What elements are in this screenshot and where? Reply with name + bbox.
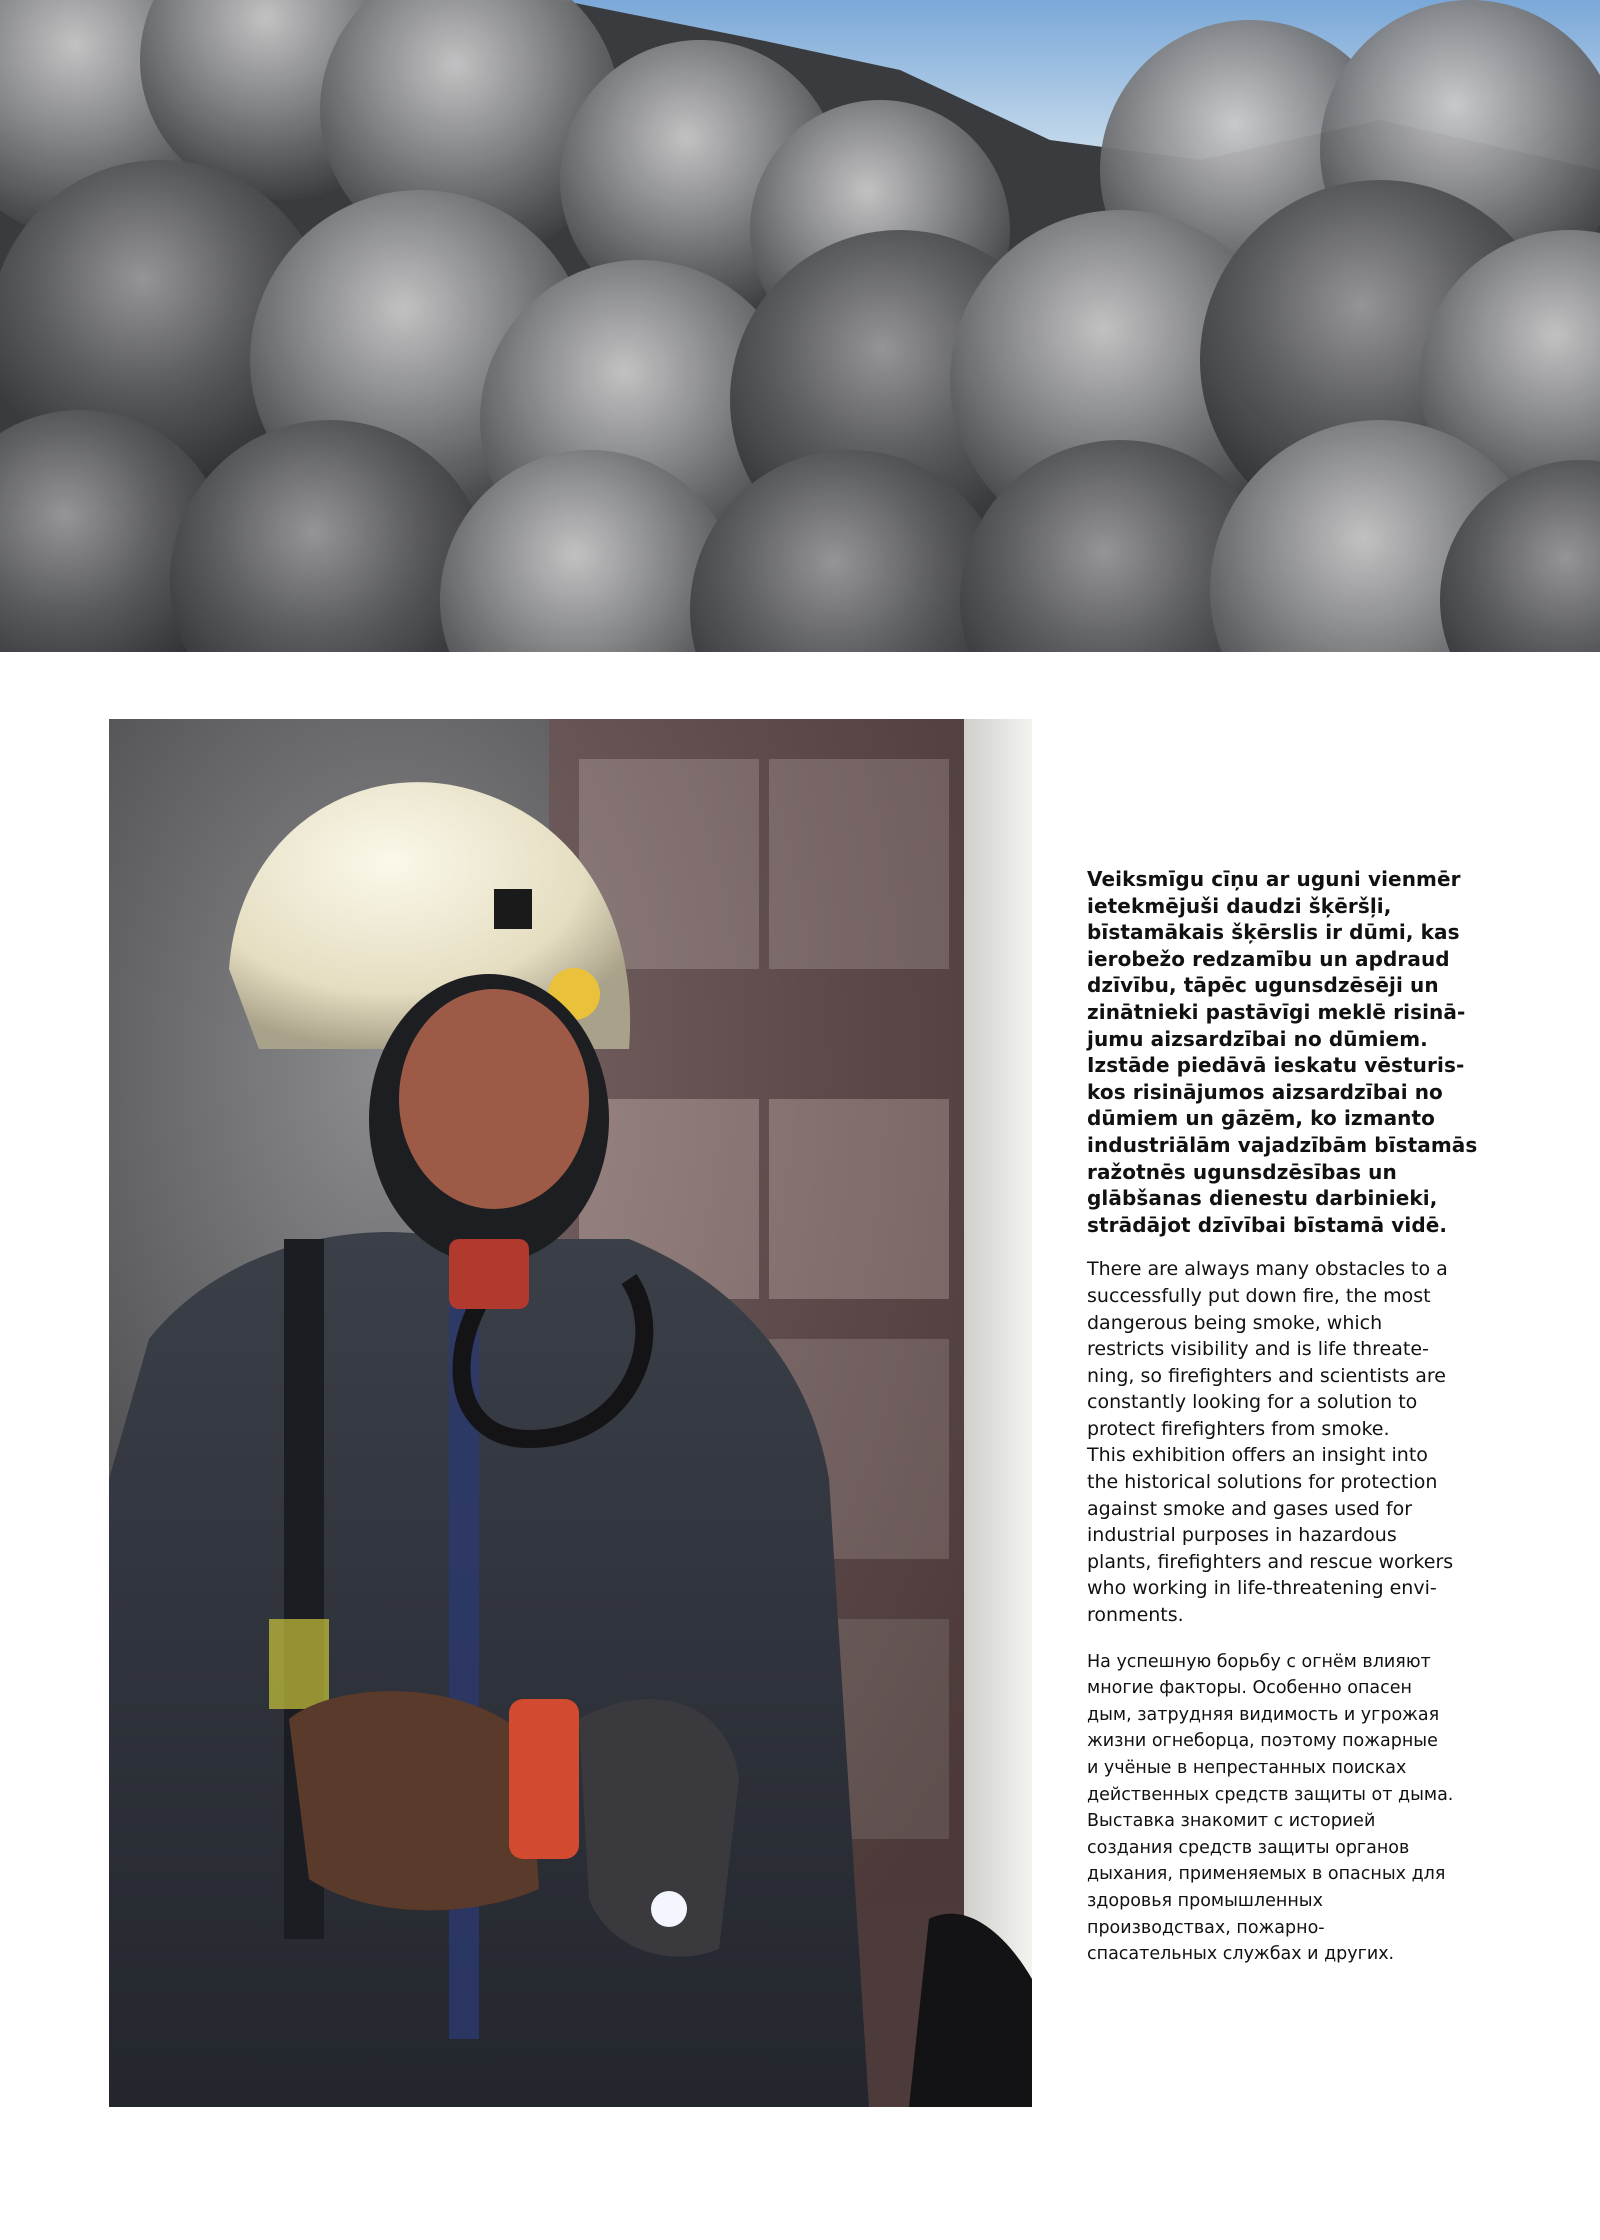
en-line: industrial purposes in hazardous: [1087, 1524, 1397, 1547]
lv-line: industriālām vajadzībām bīstamās: [1087, 1132, 1478, 1157]
russian-paragraph: [1087, 1649, 1487, 1968]
smoke-clouds-photo: [0, 0, 1600, 652]
lv-line: Veiksmīgu cīņu ar uguni vienmēr: [1087, 867, 1461, 891]
ru-line: спасательных службах и других.: [1087, 1944, 1395, 1965]
en-line: There are always many obstacles to a: [1087, 1258, 1448, 1281]
lv-line: ražotnēs ugunsdzēsības un: [1087, 1159, 1397, 1184]
lv-line: glābšanas dienestu darbinieki,: [1087, 1186, 1438, 1211]
en-line: successfully put down fire, the most: [1087, 1284, 1431, 1307]
en-line: against smoke and gases used for: [1087, 1497, 1413, 1520]
lv-line: strādājot dzīvībai bīstamā vidē.: [1087, 1212, 1448, 1237]
lv-line: ietekmējuši daudzi šķēršļi,: [1087, 893, 1392, 918]
ru-line: создания средств защиты органов: [1087, 1837, 1410, 1858]
lv-line: dūmiem un gāzēm, ko izmanto: [1087, 1106, 1436, 1131]
ru-line: жизни огнеборца, поэтому пожарные: [1087, 1731, 1438, 1752]
ru-line: действенных средств защиты от дыма.: [1087, 1784, 1454, 1805]
lv-line: bīstamākais šķērslis ir dūmi, kas: [1087, 920, 1460, 945]
ru-line: многие факторы. Особенно опасен: [1087, 1678, 1412, 1699]
en-line: dangerous being smoke, which: [1087, 1311, 1383, 1334]
lv-line: jumu aizsardzībai no dūmiem.: [1087, 1026, 1428, 1051]
ru-line: дым, затрудняя видимость и угрожая: [1087, 1704, 1440, 1725]
lv-line: dzīvību, tāpēc ugunsdzēsēji un: [1087, 973, 1439, 998]
ru-line: Выставка знакомит с историей: [1087, 1811, 1376, 1832]
lv-line: ierobežo redzamību un apdraud: [1087, 946, 1450, 971]
en-line: who working in life-threatening envi-: [1087, 1577, 1437, 1600]
lv-line: kos risinājumos aizsardzībai no: [1087, 1079, 1443, 1104]
english-paragraph: [1087, 1256, 1487, 1628]
en-line: This exhibition offers an insight into: [1087, 1444, 1428, 1467]
en-line: restricts visibility and is life threate-: [1087, 1338, 1429, 1361]
ru-line: дыхания, применяемых в опасных для: [1087, 1864, 1446, 1885]
ru-line: На успешную борьбу с огнём влияют: [1087, 1651, 1431, 1672]
en-line: ning, so firefighters and scientists are: [1087, 1364, 1446, 1387]
ru-line: производствах, пожарно-: [1087, 1917, 1325, 1938]
en-line: ronments.: [1087, 1604, 1184, 1627]
en-line: plants, firefighters and rescue workers: [1087, 1550, 1454, 1573]
lv-line: zinātnieki pastāvīgi meklē risinā-: [1087, 999, 1466, 1024]
firefighter-in-breathing-apparatus-photo: [109, 719, 1032, 2107]
ru-line: здоровья промышленных: [1087, 1890, 1323, 1911]
en-line: constantly looking for a solution to: [1087, 1391, 1418, 1414]
en-line: protect firefighters from smoke.: [1087, 1417, 1390, 1440]
exhibition-description: [1087, 866, 1487, 1968]
ru-line: и учёные в непрестанных поисках: [1087, 1758, 1407, 1778]
latvian-paragraph: [1087, 866, 1487, 1238]
lv-line: Izstāde piedāvā ieskatu vēsturis-: [1087, 1053, 1465, 1078]
en-line: the historical solutions for protection: [1087, 1471, 1438, 1494]
